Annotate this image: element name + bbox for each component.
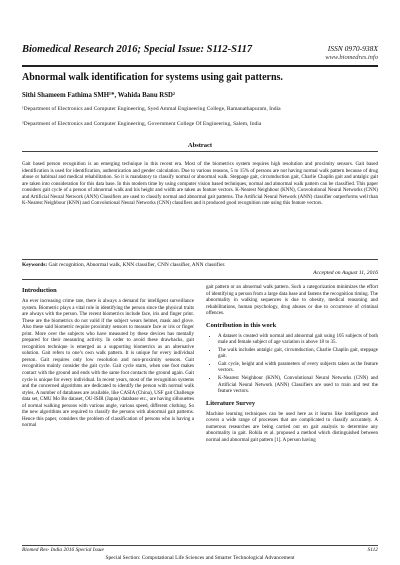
list-item: • K-Nearest Neighbour (KNN), Convolutional Neural Networks (CNN) and Artificial Neural Network (ANN) Classifiers are used to train and test the feature vectors. — [218, 375, 378, 395]
continued-paragraph: gait pattern or an abnormal walk pattern. Such a categorization minimizes the effort of identifying a person from a large data base and fastens the recognition timing. The abnormality in walking sequences is due to obesity, medical reasoning and rehabilitations, human psychology, drug abuses or due to occurrence of criminal offences. — [206, 284, 378, 317]
keywords — [22, 262, 378, 269]
footer-section: Special Section: Computational Life Sciences and Smarter Technological Advancement — [105, 555, 295, 561]
affiliation-2: ²Department of Electronics and Computer Engineering, Government College Of Engineering, Salem, India — [22, 121, 262, 127]
keywords-text: Gait recognition, Abnormal walk, KNN classifier, CNN classifier, ANN classifier. — [47, 262, 226, 268]
keywords-label: Keywords: — [22, 262, 48, 268]
page-number: S112 — [367, 547, 378, 553]
abstract-text: Gait based person recognition is an emerging technique in this recent era. Most of the biometrics system requires high resolution and proximity sensors. Gait based identification is used for identification, authentication and gender calculation. Due to various reasons, 5 to 15% of persons are not having normal walk pattern because of drug abuse or habitual and medical rehabilitation. So it is mandatory to classify normal or abnormal walk. Steppage gait, circumduction gait, Charlie Chaplin gait and antalgic gait are taken into consideration for this data base. In this modern time by using computer vision based techniques, normal and abnormal walk pattern can be classified. This paper considers gait cycle of a person of abnormal walk and his height and width are taken as feature vectors. K-Nearest Neighbour (KNN), Convolutional Neural Networks (CNN) and Artificial Neural Network (ANN) Classifiers are used to classify normal and abnormal gait patterns. The Artificial Neural Network (ANN) classifier outperforms well than K-Nearest Neighbour (KNN) and Convolutional Neural Networks (CNN) classifiers and it produced good recognition rate using this feature vectors. — [22, 161, 378, 207]
left-column — [22, 284, 194, 554]
footer-divider — [22, 545, 378, 546]
introduction-text: An ever increasing crime rate, there is always a demand for intelligent surveillance system. Biometric plays a vital role in identifying the person since the physical traits are always with the person. The recent biometrics include face, iris and finger print. These are the biometrics do not valid if the subject wears helmet, mask and glove. Also these said biometric require proximity sensors to measure face or iris or finger print. More over the subjects who have measured by these devices has mentally prepared for their measuring activity. In order to avoid these drawbacks, gait recognition technique is emerged as a supporting biometrics as an alternative solution. Gait refers to one’s own walk pattern. It is unique for every individual person. Gait requires only low resolution and non-proximity sensors. Gait recognition mainly consider the gait cycle. Gait cycle starts, when one foot makes contact with the ground and ends with the same foot contacts the ground again. Gait cycle is unique for every individual. In recent years, most of the recognition systems and the concerned algorithms are dedicated to identify the person with normal walk styles. A number of databases are available, like CASIA (China), USF gait Challenge data set, CMU Mo Bo dataset, OU-ISIR (Japan) database etc., are having silhouettes of normal walking persons with various angle, various speed, different clothing. So the new algorithms are required to classify the persons with abnormal gait patterns. Hence this paper, considers the problem of classification of persons who is having a normal — [22, 298, 194, 429]
abstract-box — [22, 151, 378, 260]
contribution-list — [206, 333, 378, 395]
list-item: • A dataset is created with normal and abnormal gait using 105 subjects of both male and female subject of age variation is above 18 to 35. — [218, 333, 378, 346]
article-title: Abnormal walk identification for systems using gait patterns. — [22, 72, 283, 83]
accepted-date: Accepted on August 11, 2016 — [313, 270, 378, 276]
literature-survey-text: Machine learning techniques can be used here as it learns like intelligence and covers a wide range of processes that are complicated to classify accurately. A numerous researches are being carried out on gait analysis to determine any abnormality in gait. Rohila et al. proposed a method which distinguished between normal and abnormal gait pattern [1]. A person having — [206, 410, 378, 443]
authors: Sithi Shameem Fathima SMH¹*, Wahida Banu RSD² — [22, 92, 175, 99]
list-item: • The walk includes antalgic gait, circumduction, Charlie Chaplin gait, steppage gait. — [218, 347, 378, 360]
issn: ISSN 0970-938X — [327, 44, 378, 53]
literature-survey-heading: Literature Survey — [206, 399, 256, 407]
abstract-heading: Abstract — [187, 142, 213, 149]
journal-title: Biomedical Research 2016; Special Issue: S112-S117 — [22, 44, 253, 55]
keywords-divider — [22, 279, 378, 280]
list-item: • Gait cycle, height and width parameters of every subjects taken as the feature vectors. — [218, 361, 378, 374]
contribution-heading: Contribution in this work — [206, 321, 277, 329]
header-divider — [22, 65, 378, 67]
right-column — [206, 284, 378, 554]
journal-website[interactable]: www.biomedres.info — [325, 54, 378, 61]
introduction-heading: Introduction — [22, 287, 57, 294]
affiliation-1: ¹Department of Electronics and Computer Engineering, Syed Ammal Engineering College, Ramanathapuram, India — [22, 106, 281, 112]
footer-journal: Biomed Res- India 2016 Special Issue — [22, 547, 104, 553]
